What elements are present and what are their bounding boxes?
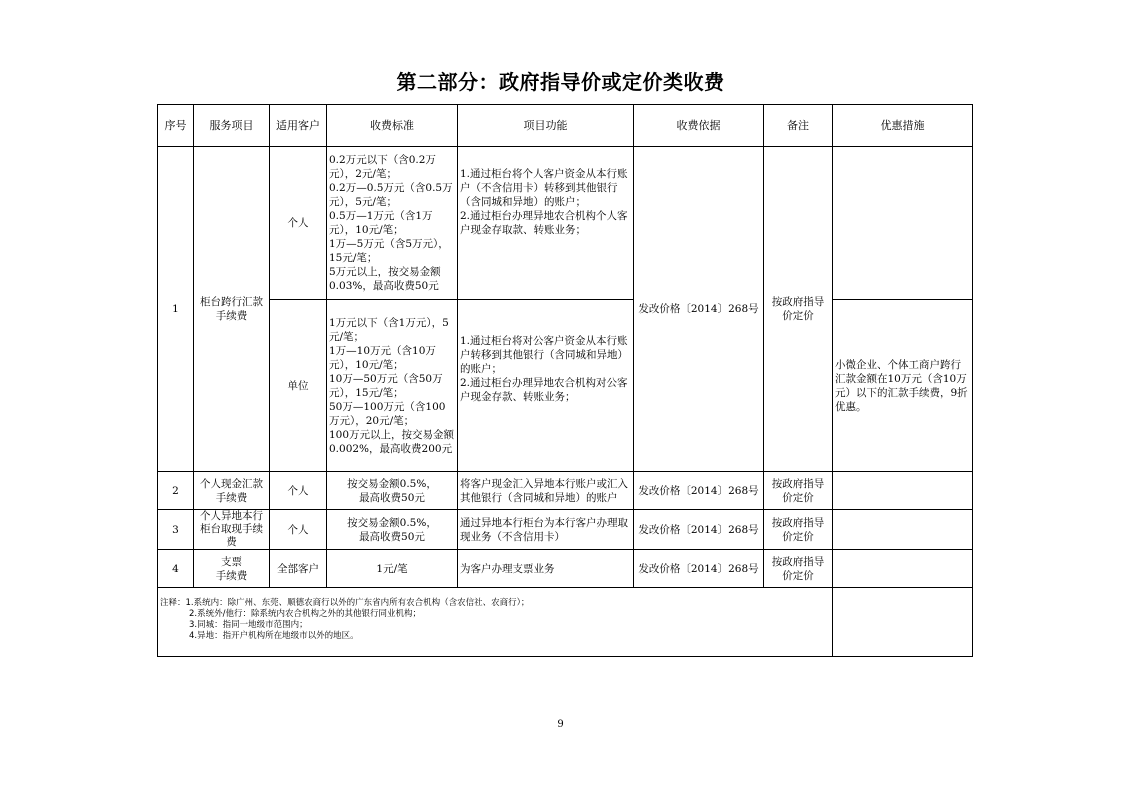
row2-remark: 按政府指导 价定价 [764,472,833,510]
header-no: 序号 [158,105,194,147]
row1-no: 1 [158,147,194,472]
row3-service: 个人异地本行 柜台取现手续 费 [194,510,270,550]
row3-standard: 按交易金额0.5%， 最高收费50元 [327,510,458,550]
row2-standard: 按交易金额0.5%， 最高收费50元 [327,472,458,510]
table-row [158,550,973,588]
header-remark: 备注 [764,105,833,147]
header-row [158,105,973,147]
notes-row [158,588,973,657]
row4-basis: 发改价格〔2014〕268号 [634,550,764,588]
header-function: 项目功能 [458,105,634,147]
row3-customer: 个人 [270,510,327,550]
page-title: 第二部分：政府指导价或定价类收费 [396,70,725,94]
row4-service: 支票 手续费 [194,550,270,588]
row3-function: 通过异地本行柜台为本行客户办理取现业务（不含信用卡） [458,510,634,550]
row1-corporate-function: 1.通过柜台将对公客户资金从本行账户转移到其他银行（含同城和异地）的账户； 2.通过柜台办理异地农合机构对公客户现金存款、转账业务； [458,300,634,472]
fee-table [157,104,973,657]
row3-no: 3 [158,510,194,550]
row1-corporate-standard: 1万元以下（含1万元），5元/笔； 1万—10万元（含10万元），10元/笔； 10万—50万元（含50万元），15元/笔； 50万—100万元（含100万元），20元/笔； 100万元以上，按交易金额0.002%，最高收费200元 [327,300,458,472]
footnote-4: 4.异地：指开户机构所在地级市以外的地区。 [189,631,359,641]
footnote-2: 2.系统外/他行：除系统内农合机构之外的其他银行同业机构； [189,609,421,619]
footnote-1: 注释：1.系统内：除广州、东莞、顺德农商行以外的广东省内所有农合机构（含农信社、农商行）； [160,598,530,608]
row2-customer: 个人 [270,472,327,510]
row1-service: 柜台跨行汇款 手续费 [194,147,270,472]
row4-customer: 全部客户 [270,550,327,588]
row1-personal-customer: 个人 [270,147,327,300]
header-service: 服务项目 [194,105,270,147]
row1-personal-function: 1.通过柜台将个人客户资金从本行账户（不含信用卡）转移到其他银行（含同城和异地）的账户； 2.通过柜台办理异地农合机构个人客户现金存取款、转账业务； [458,147,634,300]
row1-corporate-discount: 小微企业、个体工商户跨行汇款金额在10万元（含10万元）以下的汇款手续费，9折优惠。 [833,300,973,472]
row3-discount [833,510,973,550]
row1-basis: 发改价格〔2014〕268号 [634,147,764,472]
row4-remark: 按政府指导 价定价 [764,550,833,588]
notes-empty-cell [833,588,973,657]
header-discount: 优惠措施 [833,105,973,147]
row4-standard: 1元/笔 [327,550,458,588]
row2-basis: 发改价格〔2014〕268号 [634,472,764,510]
row3-remark: 按政府指导 价定价 [764,510,833,550]
page-number: 9 [557,719,564,730]
row4-discount [833,550,973,588]
header-standard: 收费标准 [327,105,458,147]
table-row [158,510,973,550]
footnotes [158,588,833,657]
footnote-3: 3.同城：指同一地级市范围内； [189,620,308,630]
row1-personal-standard: 0.2万元以下（含0.2万元），2元/笔； 0.2万—0.5万元（含0.5万元），5元/笔； 0.5万—1万元（含1万元），10元/笔； 1万—5万元（含5万元），15元/笔； 5万元以上，按交易金额0.03%，最高收费50元 [327,147,458,300]
header-basis: 收费依据 [634,105,764,147]
row4-function: 为客户办理支票业务 [458,550,634,588]
table-row [158,472,973,510]
row2-discount [833,472,973,510]
row3-basis: 发改价格〔2014〕268号 [634,510,764,550]
row2-service: 个人现金汇款 手续费 [194,472,270,510]
row1-corporate-customer: 单位 [270,300,327,472]
table-row [158,300,973,472]
row2-function: 将客户现金汇入异地本行账户或汇入其他银行（含同城和异地）的账户 [458,472,634,510]
table-row [158,147,973,300]
row1-remark: 按政府指导 价定价 [764,147,833,472]
row1-personal-discount [833,147,973,300]
row2-no: 2 [158,472,194,510]
row4-no: 4 [158,550,194,588]
header-customer: 适用客户 [270,105,327,147]
